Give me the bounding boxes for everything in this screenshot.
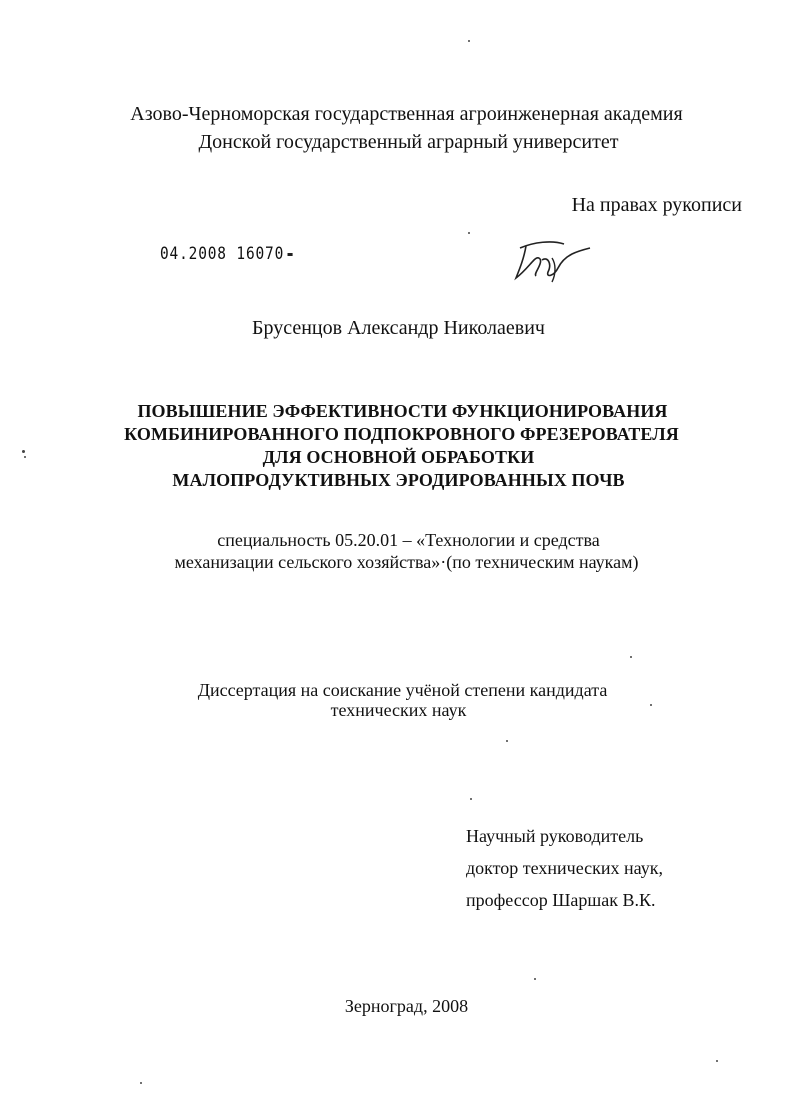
scan-speck — [470, 798, 472, 800]
advisor-name: профессор Шаршак В.К. — [466, 890, 656, 910]
handwritten-signature — [512, 234, 592, 284]
specialty-line-2: механизации сельского хозяйства»·(по техническим наукам) — [174, 552, 639, 572]
author-name: Брусенцов Александр Николаевич — [252, 317, 545, 339]
degree-line-1: Диссертация на соискание учёной степени кандидата — [197, 680, 608, 700]
advisor-degree: доктор технических наук, — [466, 858, 663, 878]
title-line-3: ДЛЯ ОСНОВНОЙ ОБРАБОТКИ — [262, 447, 535, 467]
specialty-line-1: специальность 05.20.01 – «Технологии и средства — [217, 530, 600, 550]
institution-name-2: Донской государственный аграрный университет — [198, 131, 619, 153]
scan-speck — [468, 40, 470, 42]
dissertation-title — [0, 400, 797, 492]
scan-speck — [630, 656, 632, 658]
scan-speck — [506, 740, 508, 742]
archive-number-stamp — [160, 242, 293, 266]
title-line-1: ПОВЫШЕНИЕ ЭФФЕКТИВНОСТИ ФУНКЦИОНИРОВАНИЯ — [137, 401, 668, 421]
archive-dot — [288, 253, 293, 256]
degree-line-2: технических наук — [330, 700, 467, 720]
title-line-2: КОМБИНИРОВАННОГО ПОДПОКРОВНОГО ФРЕЗЕРОВАТЕЛЯ — [124, 424, 679, 444]
scan-speck — [24, 456, 26, 458]
scan-speck — [650, 704, 652, 706]
manuscript-note: На правах рукописи — [571, 194, 742, 216]
place-and-year: Зерноград, 2008 — [344, 996, 469, 1016]
scan-speck — [716, 1060, 718, 1062]
title-line-4: МАЛОПРОДУКТИВНЫХ ЭРОДИРОВАННЫХ ПОЧВ — [172, 470, 625, 490]
scan-speck — [534, 978, 536, 980]
institution-name-1: Азово-Черноморская государственная агроинженерная академия — [130, 103, 683, 125]
scan-speck — [140, 1082, 142, 1084]
scan-speck — [468, 232, 470, 234]
advisor-role: Научный руководитель — [466, 826, 644, 846]
archive-number-text: 04.2008 16070 — [160, 244, 285, 264]
scan-speck — [22, 450, 25, 453]
